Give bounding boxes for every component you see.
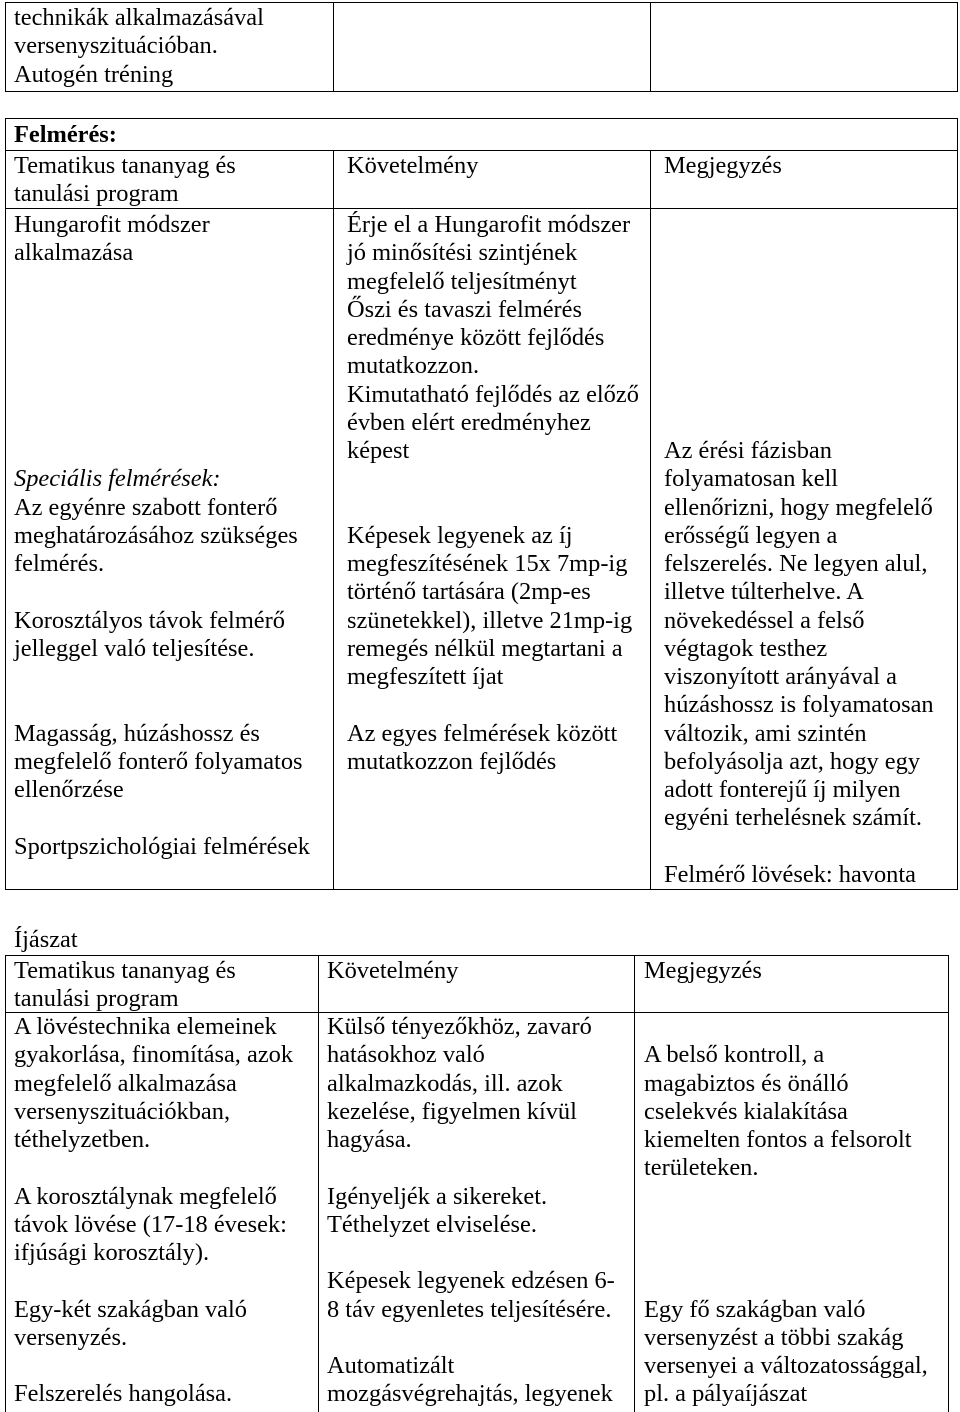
requirement-hungarofit: Érje el a Hungarofit módszer jó minősítési szintjének megfelelő teljesítményt	[347, 211, 631, 295]
row-divider	[5, 150, 958, 151]
column-divider	[318, 955, 319, 1412]
column-header-note: Megjegyzés	[644, 956, 762, 984]
column-header-requirement: Követelmény	[327, 956, 459, 984]
requirement-automated-movement: Automatizált mozgásvégrehajtás, legyenek	[327, 1352, 613, 1408]
section-title-felmeres: Felmérés:	[14, 121, 117, 148]
requirement-progress-between: Az egyes felmérések között mutatkozzon fejlődés	[347, 719, 618, 775]
column-header-requirement: Követelmény	[347, 152, 479, 179]
program-age-distances: A korosztálynak megfelelő távok lövése (17-18 évesek: ifjúsági korosztály).	[14, 1182, 287, 1266]
program-height-draw: Magasság, húzáshossz és megfelelő fonterő folyamatos ellenőrzése	[14, 719, 303, 803]
column-divider	[333, 150, 334, 890]
program-equipment-tuning: Felszerelés hangolása.	[14, 1380, 233, 1408]
requirement-bow-hold: Képesek legyenek az íj megfeszítésének 15x 7mp-ig történő tartására (2mp-es szünetekkel), illetve 21mp-ig remegés nélkül megtartani a megfeszített íjat	[347, 521, 633, 690]
program-age-distances: Korosztályos távok felmérő jelleggel való teljesítése.	[14, 606, 285, 662]
column-divider	[634, 955, 635, 1412]
section-title-ijaszat: Íjászat	[14, 926, 78, 953]
column-divider	[650, 150, 651, 890]
column-header-program: Tematikus tananyag és tanulási program	[14, 152, 236, 208]
program-special-title: Speciális felmérések:	[14, 465, 221, 493]
requirement-success: Igényeljék a sikereket. Téthelyzet elviselése.	[327, 1182, 548, 1238]
note-main-discipline: Egy fő szakágban való versenyzést a többi szakág versenyei a változatossággal, pl. a pályaíjászat	[644, 1295, 928, 1408]
column-header-program: Tematikus tananyag és tanulási program	[14, 956, 236, 1012]
requirement-yearly-progress: Kimutatható fejlődés az előző évben elért eredményhez képest	[347, 380, 639, 464]
program-disciplines: Egy-két szakágban való versenyzés.	[14, 1295, 247, 1351]
column-divider	[333, 2, 334, 92]
note-inner-control: A belső kontroll, a magabiztos és önálló cselekvés kialakítása kiemelten fontos a felsorolt területeken.	[644, 1041, 912, 1182]
note-test-shots: Felmérő lövések: havonta	[664, 860, 916, 888]
requirement-autumn-spring: Őszi és tavaszi felmérés eredménye között fejlődés mutatkozzon.	[347, 295, 605, 380]
program-special-text: Az egyénre szabott fonterő meghatározásához szükséges felmérés.	[14, 493, 298, 577]
note-maturation: Az érési fázisban folyamatosan kell ellenőrizni, hogy megfelelő erősségű legyen a felszerelés. Ne legyen alul, illetve túlterhelve. A növekedéssel a felső végtagok testhez viszonyított arányával a húzáshossz is folyamatosan változik, ami szintén befolyásolja azt, hogy egy adott fonterejű íj milyen egyéni terhelésnek számít.	[664, 437, 934, 832]
program-hungarofit: Hungarofit módszer alkalmazása	[14, 211, 210, 267]
column-divider	[650, 2, 651, 92]
requirement-training-distances: Képesek legyenek edzésen 6- 8 táv egyenletes teljesítésére.	[327, 1267, 615, 1323]
continuation-program-text: technikák alkalmazásával versenyszituációban. Autogén tréning	[14, 4, 264, 88]
requirement-external-factors: Külső tényezőkhöz, zavaró hatásokhoz való alkalmazkodás, ill. azok kezelése, figyelmen kívül hagyása.	[327, 1013, 592, 1153]
program-shooting-technique: A lövéstechnika elemeinek gyakorlása, finomítása, azok megfelelő alkalmazása versenyszituációkban, téthelyzetben.	[14, 1013, 294, 1153]
program-sport-psychology: Sportpszichológiai felmérések	[14, 832, 310, 860]
column-header-note: Megjegyzés	[664, 152, 782, 179]
